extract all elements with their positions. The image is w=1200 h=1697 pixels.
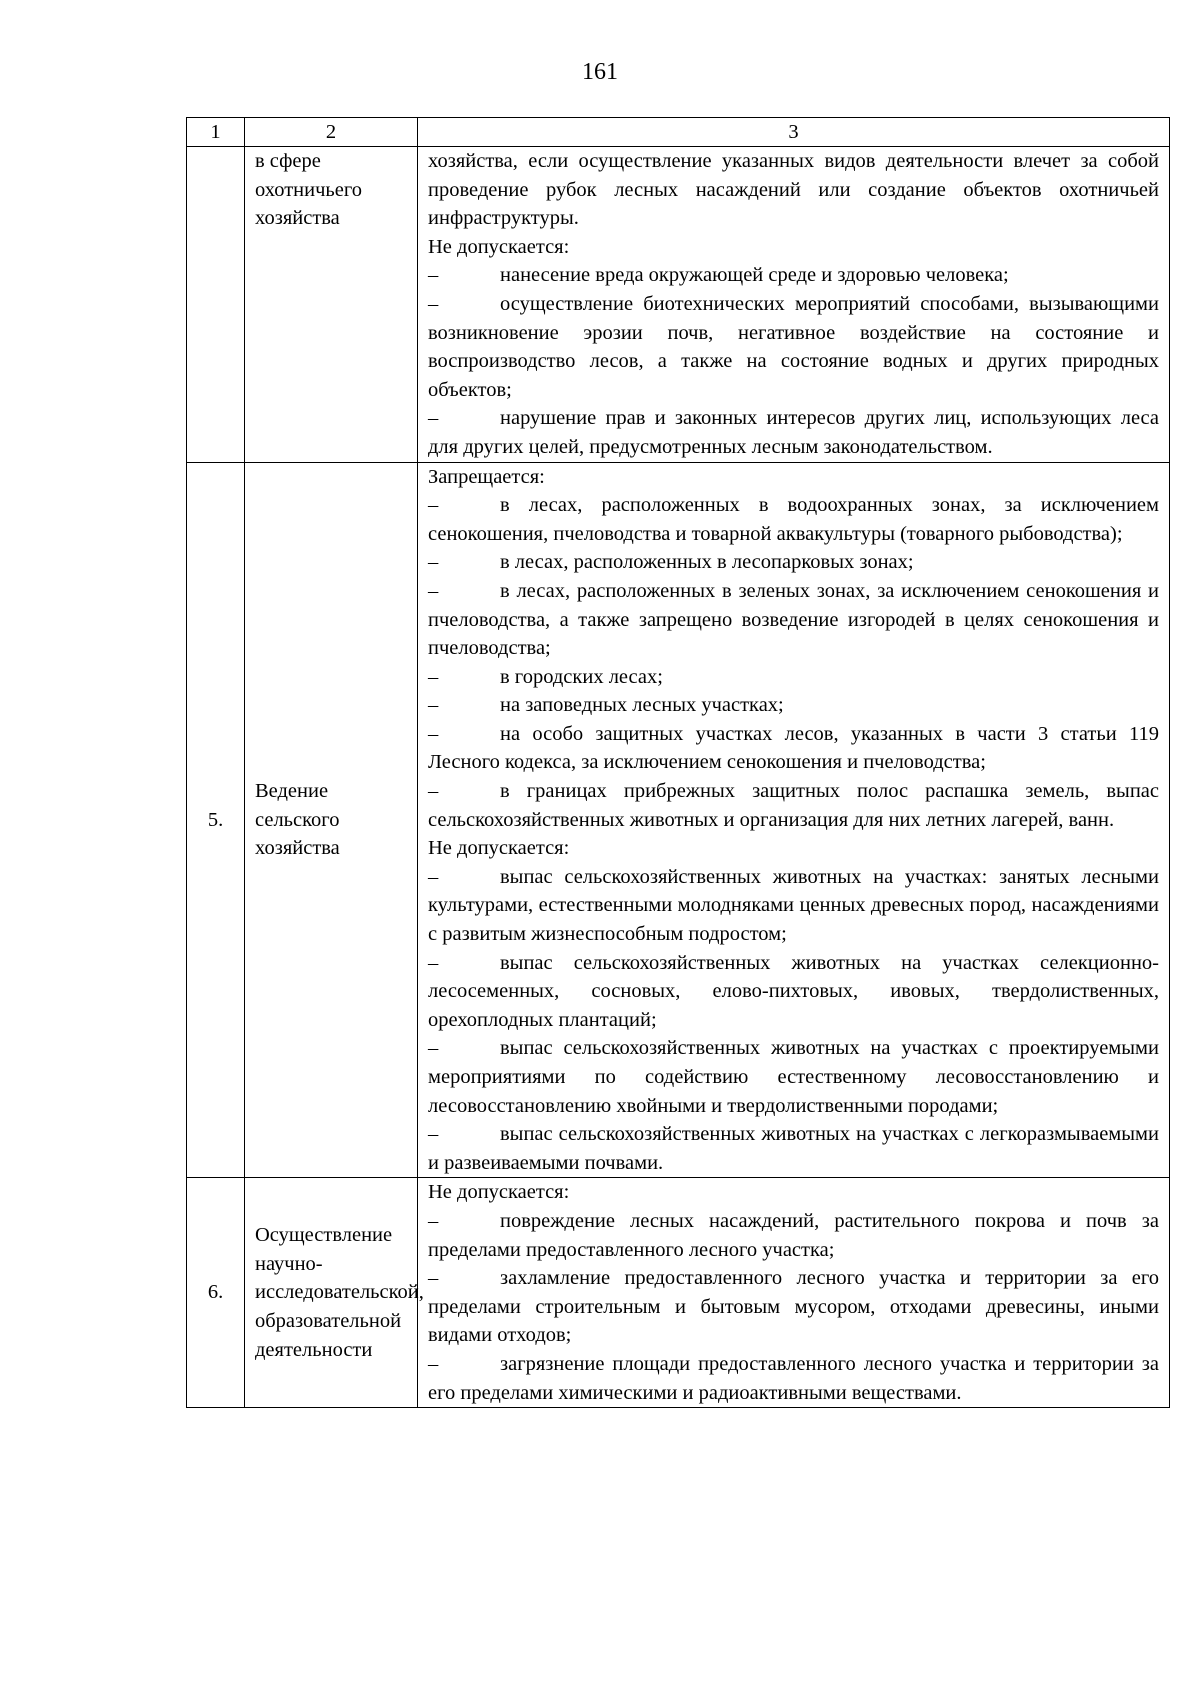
row-number: 5. (187, 462, 245, 1178)
list-item-text: на заповедных лесных участках; (500, 694, 784, 717)
list-item: – выпас сельскохозяйственных животных на участках: занятых лесными культурами, естественными молодняками ценных древесных пород, насаждениями с развитым жизнеспособным подростом; (428, 865, 1159, 946)
activity-name: в сфере охотничьего хозяйства (245, 147, 418, 463)
column-header: 2 (245, 118, 418, 147)
list-item: – осуществление биотехнических мероприятий способами, вызывающими возникновение эрозии почв, негативное воздействие на состояние и воспроизводство лесов, а также на состояние водных и других природных объектов; (428, 292, 1159, 401)
list-item: – в границах прибрежных защитных полос распашка земель, выпас сельскохозяйственных животных и организация для них летних лагерей, ванн. (428, 780, 1159, 831)
list-item: – на особо защитных участках лесов, указанных в части 3 статьи 119 Лесного кодекса, за исключением сенокошения и пчеловодства; (428, 722, 1159, 774)
list-item: – нарушение прав и законных интересов других лиц, использующих леса для других целей, предусмотренных лесным законодательством. (428, 407, 1159, 458)
requirements-text (418, 462, 1170, 1178)
requirements-text (418, 1178, 1170, 1408)
regulations-table (186, 117, 1170, 1408)
list-item-text: выпас сельскохозяйственных животных на участках селекционно-лесосеменных, сосновых, елово-пихтовых, ивовых, твердолиственных, орехоплодных плантаций; (428, 951, 1159, 1031)
table-row (187, 147, 1170, 463)
list-item-text: в лесах, расположенных в зеленых зонах, за исключением сенокошения и пчеловодства, а также запрещено возведение изгородей в целях сенокошения и пчеловодства; (428, 579, 1159, 660)
list-item-text: на особо защитных участках лесов, указанных в части 3 статьи 119 Лесного кодекса, за исключением сенокошения и пчеловодства; (428, 722, 1159, 774)
requirements-text (418, 147, 1170, 463)
list-item: – захламление предоставленного лесного участка и территории за его пределами строительным и бытовым мусором, отходами древесины, иными видами отходов; (428, 1267, 1159, 1347)
activity-name: Ведение сельского хозяйства (245, 462, 418, 1178)
list-item: – выпас сельскохозяйственных животных на участках с проектируемыми мероприятиями по содействию естественному лесовосстановлению и лесовосстановлению хвойными и твердолиственными породами; (428, 1037, 1159, 1117)
list-item-text: в городских лесах; (500, 665, 663, 688)
list-item-text: выпас сельскохозяйственных животных на участках с легкоразмываемыми и развеиваемыми почвами. (428, 1123, 1159, 1174)
row-number (187, 147, 245, 463)
section-heading: Не допускается: (428, 837, 570, 860)
section-heading: Не допускается: (428, 235, 570, 258)
list-item-text: в границах прибрежных защитных полос распашка земель, выпас сельскохозяйственных животных и организация для них летних лагерей, ванн. (428, 780, 1159, 831)
list-item: – в лесах, расположенных в лесопарковых зонах; (428, 551, 914, 574)
list-item-text: захламление предоставленного лесного участка и территории за его пределами строительным и бытовым мусором, отходами древесины, иными видами отходов; (428, 1267, 1159, 1347)
list-item: – на заповедных лесных участках; (428, 694, 784, 717)
list-item-text: в лесах, расположенных в лесопарковых зонах; (500, 551, 914, 574)
list-item-text: осуществление биотехнических мероприятий способами, вызывающими возникновение эрозии почв, негативное воздействие на состояние и воспроизводство лесов, а также на состояние водных и других природных объектов; (428, 292, 1159, 401)
list-item-text: повреждение лесных насаждений, растительного покрова и почв за пределами предоставленного лесного участка; (428, 1209, 1159, 1261)
list-item-text: загрязнение площади предоставленного лесного участка и территории за его пределами химическими и радиоактивными веществами. (428, 1352, 1159, 1404)
list-item-text: нарушение прав и законных интересов других лиц, использующих леса для других целей, предусмотренных лесным законодательством. (428, 407, 1159, 458)
table-row (187, 1178, 1170, 1408)
list-item: – нанесение вреда окружающей среде и здоровью человека; (428, 264, 1009, 287)
row-number: 6. (187, 1178, 245, 1408)
activity-name: Осуществление научно-исследовательской, образовательной деятельности (245, 1178, 418, 1408)
section-heading: Запрещается: (428, 465, 545, 488)
list-item: – в лесах, расположенных в зеленых зонах, за исключением сенокошения и пчеловодства, а также запрещено возведение изгородей в целях сенокошения и пчеловодства; (428, 579, 1159, 660)
section-heading: Не допускается: (428, 1181, 570, 1204)
list-item-text: выпас сельскохозяйственных животных на участках с проектируемыми мероприятиями по содействию естественному лесовосстановлению и лесовосстановлению хвойными и твердолиственными породами; (428, 1037, 1159, 1117)
list-item-text: в лесах, расположенных в водоохранных зонах, за исключением сенокошения, пчеловодства и товарной аквакультуры (товарного рыбоводства); (428, 494, 1159, 545)
list-item: – в лесах, расположенных в водоохранных зонах, за исключением сенокошения, пчеловодства и товарной аквакультуры (товарного рыбоводства); (428, 494, 1159, 545)
column-header: 3 (418, 118, 1170, 147)
list-item-text: нанесение вреда окружающей среде и здоровью человека; (500, 264, 1009, 287)
list-item-text: выпас сельскохозяйственных животных на участках: занятых лесными культурами, естественными молодняками ценных древесных пород, насаждениями с развитым жизнеспособным подростом; (428, 865, 1159, 946)
list-item: – выпас сельскохозяйственных животных на участках селекционно-лесосеменных, сосновых, елово-пихтовых, ивовых, твердолиственных, орехоплодных плантаций; (428, 951, 1159, 1031)
continuation-paragraph: хозяйства, если осуществление указанных видов деятельности влечет за собой проведение рубок лесных насаждений или создание объектов охотничьей инфраструктуры. (428, 150, 1159, 230)
table-row (187, 462, 1170, 1178)
page-number: 161 (582, 59, 618, 85)
list-item: – загрязнение площади предоставленного лесного участка и территории за его пределами химическими и радиоактивными веществами. (428, 1352, 1159, 1404)
table-header-row (187, 118, 1170, 147)
column-header: 1 (187, 118, 245, 147)
list-item: – повреждение лесных насаждений, растительного покрова и почв за пределами предоставленного лесного участка; (428, 1209, 1159, 1261)
list-item: – в городских лесах; (428, 665, 663, 688)
list-item: – выпас сельскохозяйственных животных на участках с легкоразмываемыми и развеиваемыми почвами. (428, 1123, 1159, 1174)
